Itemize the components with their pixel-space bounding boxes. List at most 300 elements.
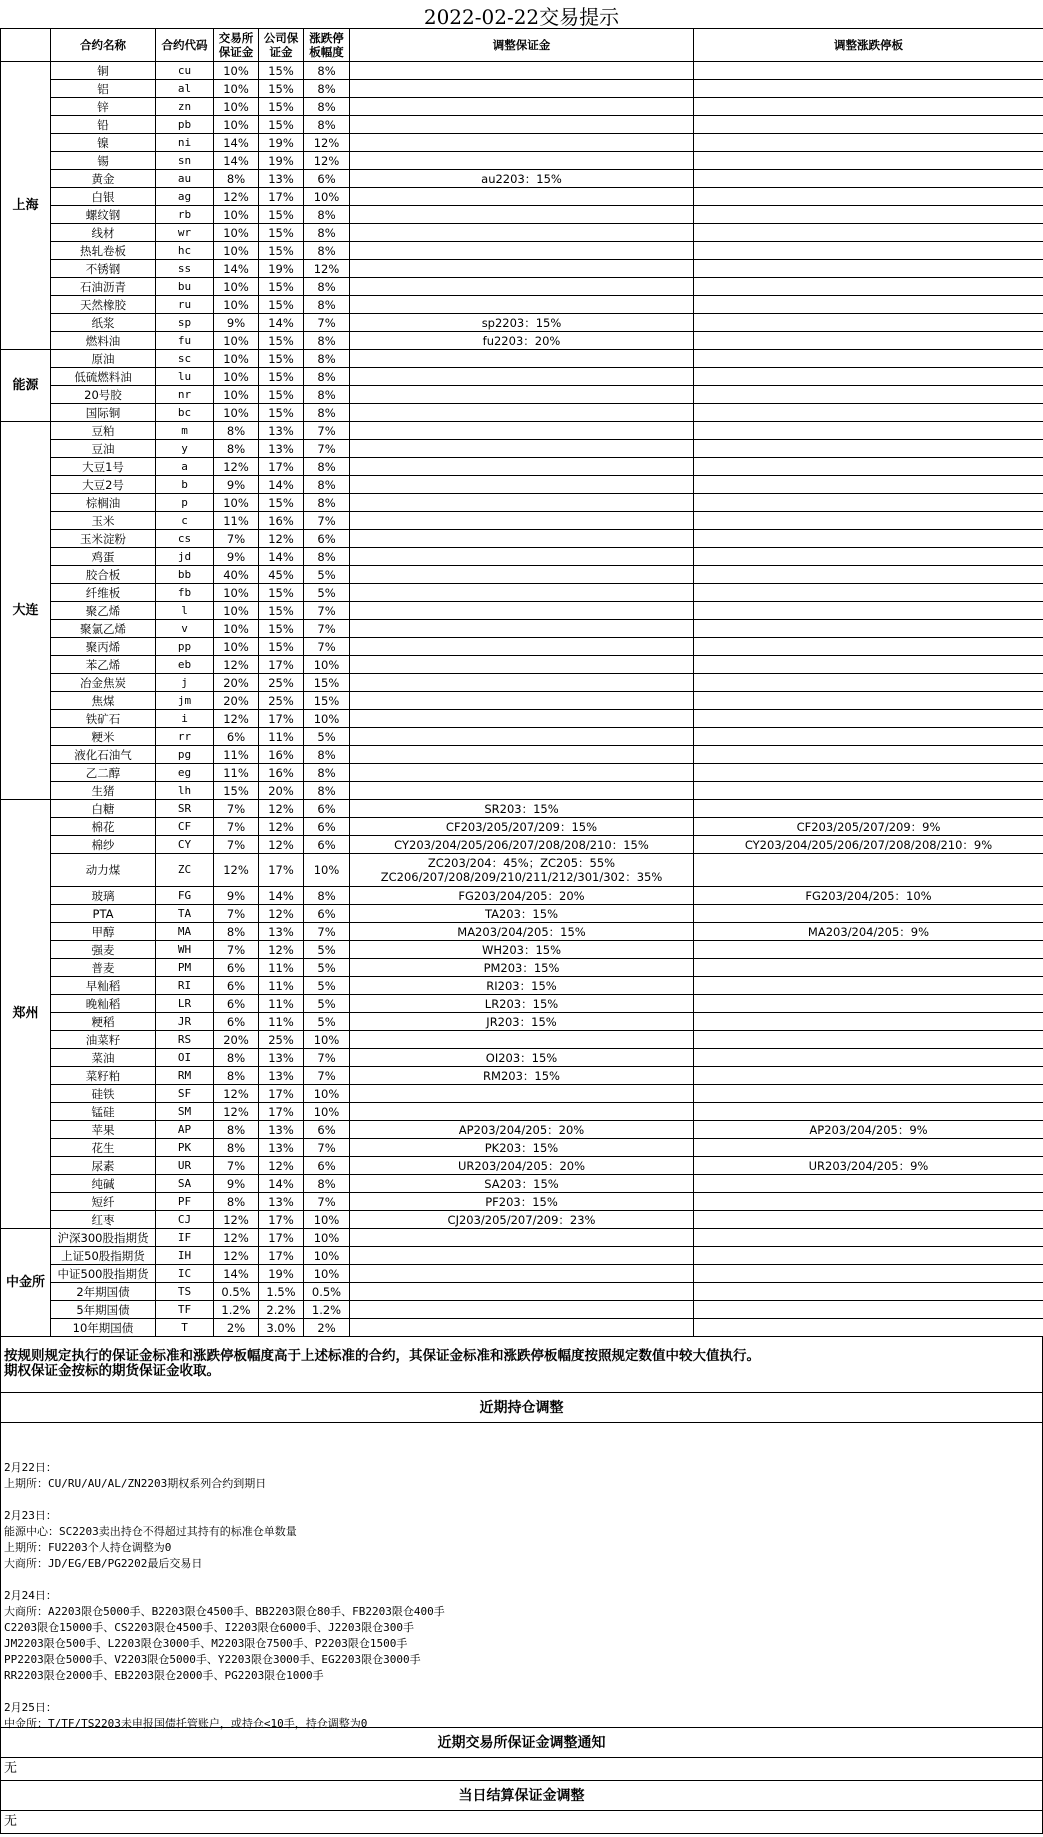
table-row [1, 887, 1043, 905]
price-limit-cell: 8% [304, 746, 350, 764]
company-margin-cell: 14% [259, 476, 304, 494]
table-row [1, 296, 1043, 314]
adjust-limit-cell [694, 386, 1043, 404]
exchange-margin-cell: 8% [214, 1049, 259, 1067]
adjust-margin-cell [350, 728, 694, 746]
company-margin-cell: 25% [259, 674, 304, 692]
contract-name-cell: 豆油 [51, 440, 156, 458]
company-margin-cell: 3.0% [259, 1319, 304, 1337]
table-row [1, 656, 1043, 674]
adjust-limit-cell [694, 1175, 1043, 1193]
exchange-margin-cell: 7% [214, 530, 259, 548]
settlement-value: 无 [0, 1811, 1043, 1834]
exchange-margin-cell: 12% [214, 710, 259, 728]
exchange-margin-cell: 14% [214, 260, 259, 278]
company-margin-cell: 13% [259, 1139, 304, 1157]
position-line: 能源中心：SC2203卖出持仓不得超过其持有的标准仓单数量 [4, 1525, 297, 1538]
price-limit-cell: 5% [304, 728, 350, 746]
price-limit-cell: 7% [304, 620, 350, 638]
contract-name-cell: 铁矿石 [51, 710, 156, 728]
table-row [1, 98, 1043, 116]
contract-code-cell: l [156, 602, 214, 620]
table-row [1, 458, 1043, 476]
exchange-margin-cell: 7% [214, 941, 259, 959]
adjust-margin-cell [350, 692, 694, 710]
contract-code-cell: eb [156, 656, 214, 674]
adjust-margin-cell [350, 1283, 694, 1301]
adjust-limit-cell [694, 476, 1043, 494]
exchange-margin-cell: 8% [214, 1121, 259, 1139]
price-limit-cell: 8% [304, 80, 350, 98]
contract-name-cell: 天然橡胶 [51, 296, 156, 314]
adjust-margin-cell [350, 638, 694, 656]
contract-code-cell: SR [156, 800, 214, 818]
adjust-limit-cell [694, 152, 1043, 170]
adjust-limit-cell [694, 62, 1043, 80]
exchange-margin-cell: 10% [214, 62, 259, 80]
adjust-margin-cell [350, 296, 694, 314]
table-row [1, 995, 1043, 1013]
price-limit-cell: 8% [304, 404, 350, 422]
price-limit-cell: 8% [304, 116, 350, 134]
position-line: JM2203限仓500手、L2203限仓3000手、M2203限仓7500手、P2203限仓1500手 [4, 1637, 408, 1650]
contract-code-cell: sp [156, 314, 214, 332]
price-limit-cell: 6% [304, 905, 350, 923]
contract-code-cell: ss [156, 260, 214, 278]
table-row [1, 242, 1043, 260]
exchange-margin-cell: 12% [214, 1247, 259, 1265]
price-limit-cell: 15% [304, 674, 350, 692]
price-limit-cell: 8% [304, 242, 350, 260]
contract-code-cell: jd [156, 548, 214, 566]
price-limit-cell: 7% [304, 422, 350, 440]
adjust-limit-cell [694, 170, 1043, 188]
position-line: 上期所：CU/RU/AU/AL/ZN2203期权系列合约到期日 [4, 1477, 267, 1490]
exchange-cell: 能源 [1, 350, 51, 422]
exchange-margin-cell: 10% [214, 602, 259, 620]
header-company-margin: 公司保证金 [259, 29, 304, 62]
table-row [1, 350, 1043, 368]
exchange-margin-cell: 7% [214, 818, 259, 836]
company-margin-cell: 14% [259, 1175, 304, 1193]
price-limit-cell: 8% [304, 206, 350, 224]
adjust-margin-cell: FG203/204/205：20% [350, 887, 694, 905]
contract-name-cell: 聚丙烯 [51, 638, 156, 656]
position-date: 2月24日： [4, 1589, 57, 1602]
contract-name-cell: 锡 [51, 152, 156, 170]
adjust-margin-cell [350, 422, 694, 440]
company-margin-cell: 15% [259, 332, 304, 350]
exchange-margin-cell: 10% [214, 278, 259, 296]
table-row [1, 1103, 1043, 1121]
exchange-margin-cell: 8% [214, 1193, 259, 1211]
adjust-margin-cell [350, 116, 694, 134]
contract-code-cell: sn [156, 152, 214, 170]
company-margin-cell: 17% [259, 1085, 304, 1103]
contract-name-cell: 聚氯乙烯 [51, 620, 156, 638]
contract-name-cell: 燃料油 [51, 332, 156, 350]
position-block [4, 1588, 1042, 1684]
adjust-margin-cell [350, 1103, 694, 1121]
adjust-margin-cell: JR203：15% [350, 1013, 694, 1031]
company-margin-cell: 19% [259, 134, 304, 152]
table-row [1, 188, 1043, 206]
company-margin-cell: 13% [259, 440, 304, 458]
contract-code-cell: hc [156, 242, 214, 260]
adjust-margin-cell [350, 458, 694, 476]
adjust-limit-cell [694, 1013, 1043, 1031]
table-row [1, 905, 1043, 923]
price-limit-cell: 7% [304, 1067, 350, 1085]
adjust-limit-cell [694, 584, 1043, 602]
exchange-margin-cell: 8% [214, 1067, 259, 1085]
adjust-margin-cell [350, 134, 694, 152]
company-margin-cell: 15% [259, 602, 304, 620]
adjust-margin-cell [350, 584, 694, 602]
contract-code-cell: wr [156, 224, 214, 242]
adjust-margin-cell: WH203：15% [350, 941, 694, 959]
contract-code-cell: ag [156, 188, 214, 206]
adjust-margin-cell [350, 404, 694, 422]
exchange-margin-cell: 10% [214, 332, 259, 350]
adjust-margin-cell [350, 656, 694, 674]
company-margin-cell: 15% [259, 404, 304, 422]
company-margin-cell: 12% [259, 818, 304, 836]
adjust-limit-cell [694, 224, 1043, 242]
adjust-margin-cell: SA203：15% [350, 1175, 694, 1193]
adjust-margin-cell [350, 350, 694, 368]
header-adjust-limit: 调整涨跌停板 [694, 29, 1043, 62]
adjust-limit-cell [694, 764, 1043, 782]
contract-code-cell: FG [156, 887, 214, 905]
exchange-margin-cell: 12% [214, 1103, 259, 1121]
exchange-margin-cell: 12% [214, 854, 259, 887]
exchange-margin-cell: 0.5% [214, 1283, 259, 1301]
adjust-limit-cell [694, 638, 1043, 656]
contract-code-cell: jm [156, 692, 214, 710]
exchange-margin-cell: 10% [214, 296, 259, 314]
adjust-margin-cell [350, 548, 694, 566]
table-row [1, 1049, 1043, 1067]
contract-code-cell: JR [156, 1013, 214, 1031]
company-margin-cell: 12% [259, 941, 304, 959]
adjust-margin-cell [350, 782, 694, 800]
adjust-margin-cell: MA203/204/205：15% [350, 923, 694, 941]
exchange-margin-cell: 10% [214, 224, 259, 242]
company-margin-cell: 15% [259, 242, 304, 260]
adjust-limit-cell [694, 1085, 1043, 1103]
contract-name-cell: 纯碱 [51, 1175, 156, 1193]
contract-name-cell: 20号胶 [51, 386, 156, 404]
contract-name-cell: 原油 [51, 350, 156, 368]
table-row [1, 620, 1043, 638]
adjust-limit-cell: FG203/204/205：10% [694, 887, 1043, 905]
contract-code-cell: fb [156, 584, 214, 602]
exchange-cell: 中金所 [1, 1229, 51, 1337]
company-margin-cell: 2.2% [259, 1301, 304, 1319]
header-exchange-margin: 交易所保证金 [214, 29, 259, 62]
adjust-limit-cell [694, 314, 1043, 332]
table-row [1, 1229, 1043, 1247]
company-margin-cell: 20% [259, 782, 304, 800]
table-row [1, 941, 1043, 959]
contract-name-cell: 玉米淀粉 [51, 530, 156, 548]
exchange-margin-cell: 7% [214, 800, 259, 818]
company-margin-cell: 1.5% [259, 1283, 304, 1301]
table-row [1, 818, 1043, 836]
adjust-margin-cell [350, 476, 694, 494]
adjust-margin-cell [350, 188, 694, 206]
position-line: 中金所：T/TF/TS2203未申报国债托管账户，或持仓<10手，持仓调整为0 [4, 1717, 368, 1730]
adjust-limit-cell [694, 1319, 1043, 1337]
adjust-margin-cell: PF203：15% [350, 1193, 694, 1211]
adjust-margin-cell [350, 278, 694, 296]
contract-name-cell: 红枣 [51, 1211, 156, 1229]
contract-code-cell: CJ [156, 1211, 214, 1229]
table-row [1, 692, 1043, 710]
table-row [1, 782, 1043, 800]
price-limit-cell: 8% [304, 386, 350, 404]
company-margin-cell: 12% [259, 836, 304, 854]
contract-code-cell: RS [156, 1031, 214, 1049]
adjust-limit-cell [694, 1283, 1043, 1301]
table-row [1, 728, 1043, 746]
contract-code-cell: WH [156, 941, 214, 959]
exchange-margin-cell: 10% [214, 368, 259, 386]
contract-code-cell: CF [156, 818, 214, 836]
adjust-margin-cell [350, 152, 694, 170]
adjust-margin-cell: au2203：15% [350, 170, 694, 188]
table-row [1, 134, 1043, 152]
contract-code-cell: i [156, 710, 214, 728]
adjust-limit-cell: MA203/204/205：9% [694, 923, 1043, 941]
company-margin-cell: 19% [259, 260, 304, 278]
contract-name-cell: 花生 [51, 1139, 156, 1157]
adjust-margin-cell [350, 1031, 694, 1049]
adjust-limit-cell [694, 995, 1043, 1013]
price-limit-cell: 8% [304, 887, 350, 905]
contract-name-cell: 锌 [51, 98, 156, 116]
price-limit-cell: 8% [304, 1175, 350, 1193]
adjust-margin-cell [350, 494, 694, 512]
table-row [1, 170, 1043, 188]
table-row [1, 1121, 1043, 1139]
exchange-margin-cell: 10% [214, 242, 259, 260]
price-limit-cell: 8% [304, 278, 350, 296]
company-margin-cell: 11% [259, 1013, 304, 1031]
adjust-limit-cell [694, 206, 1043, 224]
price-limit-cell: 10% [304, 1229, 350, 1247]
company-margin-cell: 13% [259, 422, 304, 440]
contract-code-cell: SA [156, 1175, 214, 1193]
price-limit-cell: 10% [304, 1103, 350, 1121]
contract-code-cell: LR [156, 995, 214, 1013]
contract-name-cell: 玻璃 [51, 887, 156, 905]
contract-name-cell: 胶合板 [51, 566, 156, 584]
exchange-margin-cell: 14% [214, 1265, 259, 1283]
contract-name-cell: 不锈钢 [51, 260, 156, 278]
adjust-limit-cell [694, 296, 1043, 314]
contract-name-cell: 黄金 [51, 170, 156, 188]
company-margin-cell: 17% [259, 1247, 304, 1265]
price-limit-cell: 6% [304, 800, 350, 818]
contract-name-cell: 纸浆 [51, 314, 156, 332]
exchange-margin-cell: 1.2% [214, 1301, 259, 1319]
table-row [1, 1283, 1043, 1301]
table-row [1, 566, 1043, 584]
adjust-limit-cell [694, 710, 1043, 728]
company-margin-cell: 12% [259, 530, 304, 548]
company-margin-cell: 14% [259, 314, 304, 332]
company-margin-cell: 15% [259, 278, 304, 296]
company-margin-cell: 17% [259, 1103, 304, 1121]
contract-code-cell: bc [156, 404, 214, 422]
contract-name-cell: 白糖 [51, 800, 156, 818]
contract-code-cell: RM [156, 1067, 214, 1085]
company-margin-cell: 17% [259, 188, 304, 206]
adjust-limit-cell [694, 530, 1043, 548]
company-margin-cell: 19% [259, 152, 304, 170]
contract-name-cell: 棕榈油 [51, 494, 156, 512]
adjust-limit-cell [694, 422, 1043, 440]
exchange-margin-cell: 12% [214, 656, 259, 674]
exchange-margin-cell: 6% [214, 959, 259, 977]
exchange-margin-cell: 20% [214, 692, 259, 710]
table-row [1, 1301, 1043, 1319]
contract-name-cell: 铝 [51, 80, 156, 98]
contract-name-cell: 硅铁 [51, 1085, 156, 1103]
adjust-limit-cell [694, 1067, 1043, 1085]
header-code: 合约代码 [156, 29, 214, 62]
exchange-margin-cell: 9% [214, 476, 259, 494]
company-margin-cell: 15% [259, 224, 304, 242]
contract-code-cell: eg [156, 764, 214, 782]
contract-name-cell: 2年期国债 [51, 1283, 156, 1301]
rule-note-line: 期权保证金按标的期货保证金收取。 [4, 1363, 220, 1379]
price-limit-cell: 6% [304, 170, 350, 188]
position-line: 上期所：FU2203个人持仓调整为0 [4, 1541, 172, 1554]
contract-code-cell: j [156, 674, 214, 692]
position-date: 2月23日： [4, 1509, 57, 1522]
company-margin-cell: 45% [259, 566, 304, 584]
contract-code-cell: cu [156, 62, 214, 80]
exchange-margin-cell: 11% [214, 512, 259, 530]
contract-name-cell: 晚籼稻 [51, 995, 156, 1013]
adjust-limit-cell [694, 620, 1043, 638]
contract-code-cell: AP [156, 1121, 214, 1139]
company-margin-cell: 11% [259, 959, 304, 977]
adjust-limit-cell [694, 458, 1043, 476]
exchange-margin-cell: 10% [214, 116, 259, 134]
table-row [1, 602, 1043, 620]
contract-name-cell: 国际铜 [51, 404, 156, 422]
price-limit-cell: 15% [304, 692, 350, 710]
exchange-margin-cell: 10% [214, 584, 259, 602]
adjust-limit-cell [694, 1193, 1043, 1211]
adjust-limit-cell [694, 959, 1043, 977]
exchange-margin-cell: 8% [214, 422, 259, 440]
price-limit-cell: 7% [304, 1139, 350, 1157]
table-row [1, 977, 1043, 995]
contract-code-cell: pp [156, 638, 214, 656]
table-row [1, 62, 1043, 80]
contract-code-cell: TF [156, 1301, 214, 1319]
table-row [1, 206, 1043, 224]
table-row [1, 152, 1043, 170]
contract-name-cell: 中证500股指期货 [51, 1265, 156, 1283]
table-row [1, 1067, 1043, 1085]
adjust-limit-cell [694, 242, 1043, 260]
contract-name-cell: 螺纹钢 [51, 206, 156, 224]
price-limit-cell: 7% [304, 512, 350, 530]
adjust-margin-cell: fu2203：20% [350, 332, 694, 350]
exchange-margin-cell: 6% [214, 977, 259, 995]
header-limit: 涨跌停板幅度 [304, 29, 350, 62]
header-name: 合约名称 [51, 29, 156, 62]
contract-code-cell: b [156, 476, 214, 494]
table-row [1, 1319, 1043, 1337]
adjust-limit-cell [694, 512, 1043, 530]
contract-code-cell: ru [156, 296, 214, 314]
contract-name-cell: 石油沥青 [51, 278, 156, 296]
price-limit-cell: 12% [304, 134, 350, 152]
adjust-margin-cell: RI203：15% [350, 977, 694, 995]
contract-name-cell: 粳稻 [51, 1013, 156, 1031]
contract-name-cell: 上证50股指期货 [51, 1247, 156, 1265]
contract-name-cell: 大豆2号 [51, 476, 156, 494]
price-limit-cell: 8% [304, 296, 350, 314]
company-margin-cell: 15% [259, 368, 304, 386]
price-limit-cell: 7% [304, 1049, 350, 1067]
price-limit-cell: 2% [304, 1319, 350, 1337]
table-row [1, 530, 1043, 548]
adjust-margin-cell [350, 98, 694, 116]
table-row [1, 476, 1043, 494]
contract-name-cell: 5年期国债 [51, 1301, 156, 1319]
price-limit-cell: 8% [304, 476, 350, 494]
exchange-margin-cell: 10% [214, 98, 259, 116]
adjust-margin-cell: TA203：15% [350, 905, 694, 923]
adjust-margin-cell [350, 386, 694, 404]
contract-name-cell: 短纤 [51, 1193, 156, 1211]
price-limit-cell: 7% [304, 314, 350, 332]
adjust-limit-cell [694, 1265, 1043, 1283]
company-margin-cell: 15% [259, 116, 304, 134]
contract-code-cell: y [156, 440, 214, 458]
adjust-limit-cell [694, 116, 1043, 134]
table-row [1, 314, 1043, 332]
contract-name-cell: 粳米 [51, 728, 156, 746]
adjust-margin-cell [350, 62, 694, 80]
price-limit-cell: 5% [304, 995, 350, 1013]
exchange-margin-cell: 40% [214, 566, 259, 584]
contract-code-cell: bb [156, 566, 214, 584]
contract-code-cell: p [156, 494, 214, 512]
price-limit-cell: 7% [304, 602, 350, 620]
exchange-margin-cell: 9% [214, 314, 259, 332]
price-limit-cell: 8% [304, 350, 350, 368]
company-margin-cell: 17% [259, 1211, 304, 1229]
exchange-margin-cell: 8% [214, 440, 259, 458]
table-row [1, 224, 1043, 242]
price-limit-cell: 8% [304, 548, 350, 566]
contract-code-cell: rb [156, 206, 214, 224]
table-row [1, 1139, 1043, 1157]
adjust-margin-cell [350, 1229, 694, 1247]
adjust-limit-cell [694, 350, 1043, 368]
contract-name-cell: 鸡蛋 [51, 548, 156, 566]
position-date: 2月22日： [4, 1461, 57, 1474]
